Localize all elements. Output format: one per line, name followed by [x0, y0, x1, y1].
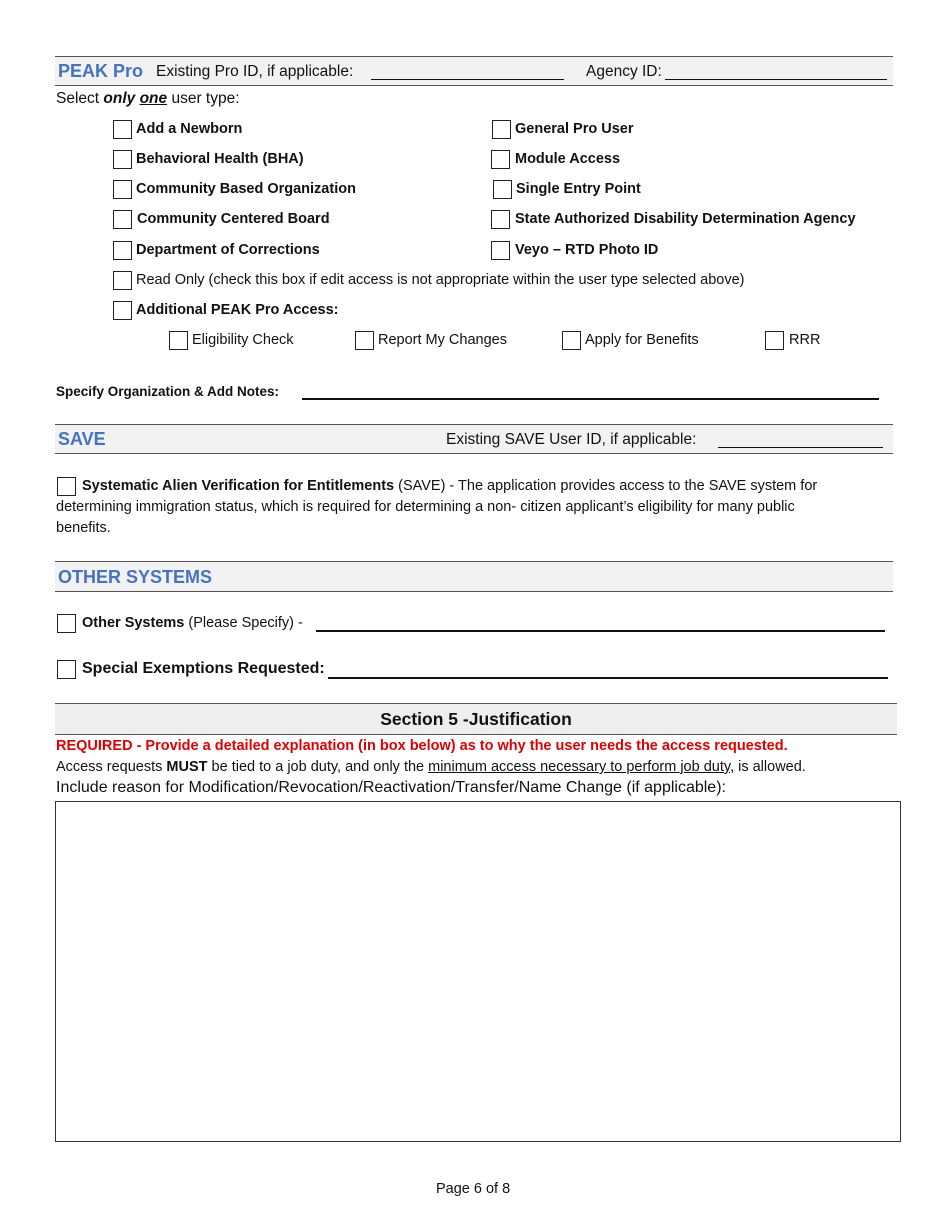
label-corrections: Department of Corrections	[136, 242, 320, 258]
label-disability-agency: State Authorized Disability Determination Agency	[515, 211, 856, 227]
label-additional-access: Additional PEAK Pro Access:	[136, 302, 339, 318]
label-rrr: RRR	[789, 332, 821, 348]
select-instruction: Select only one user type:	[56, 90, 240, 107]
label-read-only: Read Only (check this box if edit access is not appropriate within the user type selected above)	[136, 272, 745, 288]
specify-org-label: Specify Organization & Add Notes:	[56, 384, 280, 399]
include-reason-text: Include reason for Modification/Revocation/Reactivation/Transfer/Name Change (if applicable):	[56, 779, 726, 796]
checkbox-behavioral-health[interactable]	[113, 150, 132, 169]
label-add-newborn: Add a Newborn	[136, 121, 243, 137]
save-user-id-label: Existing SAVE User ID, if applicable:	[446, 431, 697, 448]
checkbox-module-access[interactable]	[491, 150, 510, 169]
checkbox-special-exemptions[interactable]	[57, 660, 76, 679]
section5-title: Section 5 -Justification	[380, 709, 572, 729]
agency-id-label: Agency ID:	[586, 63, 662, 80]
checkbox-corrections[interactable]	[113, 241, 132, 260]
checkbox-add-newborn[interactable]	[113, 120, 132, 139]
checkbox-additional-access[interactable]	[113, 301, 132, 320]
label-community-based-org: Community Based Organization	[136, 181, 356, 197]
checkbox-general-pro-user[interactable]	[492, 120, 511, 139]
peak-pro-header	[55, 56, 893, 86]
access-requirement-text: Access requests MUST be tied to a job duty, and only the minimum access necessary to perform job duty, is allowed.	[56, 759, 806, 775]
label-module-access: Module Access	[515, 151, 621, 167]
page-number: Page 6 of 8	[436, 1181, 511, 1197]
checkbox-disability-agency[interactable]	[491, 210, 510, 229]
checkbox-rrr[interactable]	[765, 331, 784, 350]
save-header	[55, 424, 893, 454]
label-general-pro-user: General Pro User	[515, 121, 634, 137]
save-description-line2: determining immigration status, which is required for determining a non- citizen applicant’s eligibility for many public	[56, 499, 795, 515]
label-behavioral-health: Behavioral Health (BHA)	[136, 151, 304, 167]
checkbox-community-based-org[interactable]	[113, 180, 132, 199]
checkbox-save[interactable]	[57, 477, 76, 496]
label-community-centered-board: Community Centered Board	[137, 211, 330, 227]
checkbox-community-centered-board[interactable]	[113, 210, 132, 229]
peak-pro-title: PEAK Pro	[58, 61, 144, 81]
checkbox-veyo-rtd[interactable]	[491, 241, 510, 260]
special-exemptions-label: Special Exemptions Requested:	[82, 660, 325, 677]
label-report-changes: Report My Changes	[378, 332, 507, 348]
agency-id-field[interactable]	[665, 79, 887, 80]
checkbox-apply-benefits[interactable]	[562, 331, 581, 350]
required-note: REQUIRED - Provide a detailed explanation (in box below) as to why the user needs the access requested.	[56, 738, 788, 754]
specify-org-field[interactable]	[302, 398, 879, 400]
pro-id-label: Existing Pro ID, if applicable:	[156, 63, 354, 80]
label-single-entry-point: Single Entry Point	[516, 181, 641, 197]
special-exemptions-field[interactable]	[328, 677, 888, 679]
section5-header	[55, 703, 897, 735]
checkbox-single-entry-point[interactable]	[493, 180, 512, 199]
label-eligibility-check: Eligibility Check	[192, 332, 294, 348]
save-user-id-field[interactable]	[718, 447, 883, 448]
checkbox-read-only[interactable]	[113, 271, 132, 290]
other-systems-label: Other Systems (Please Specify) -	[82, 615, 303, 631]
save-description-line3: benefits.	[56, 520, 111, 536]
checkbox-report-changes[interactable]	[355, 331, 374, 350]
label-veyo-rtd: Veyo – RTD Photo ID	[515, 242, 659, 258]
other-systems-field[interactable]	[316, 630, 885, 632]
other-systems-header	[55, 561, 893, 592]
pro-id-field[interactable]	[371, 79, 564, 80]
checkbox-eligibility-check[interactable]	[169, 331, 188, 350]
save-description-line1: Systematic Alien Verification for Entitlements (SAVE) - The application provides access to the SAVE system for	[82, 478, 818, 494]
label-apply-benefits: Apply for Benefits	[585, 332, 699, 348]
justification-textarea[interactable]	[55, 801, 901, 1142]
checkbox-other-systems[interactable]	[57, 614, 76, 633]
other-systems-title: OTHER SYSTEMS	[58, 567, 213, 587]
save-title: SAVE	[58, 429, 106, 449]
